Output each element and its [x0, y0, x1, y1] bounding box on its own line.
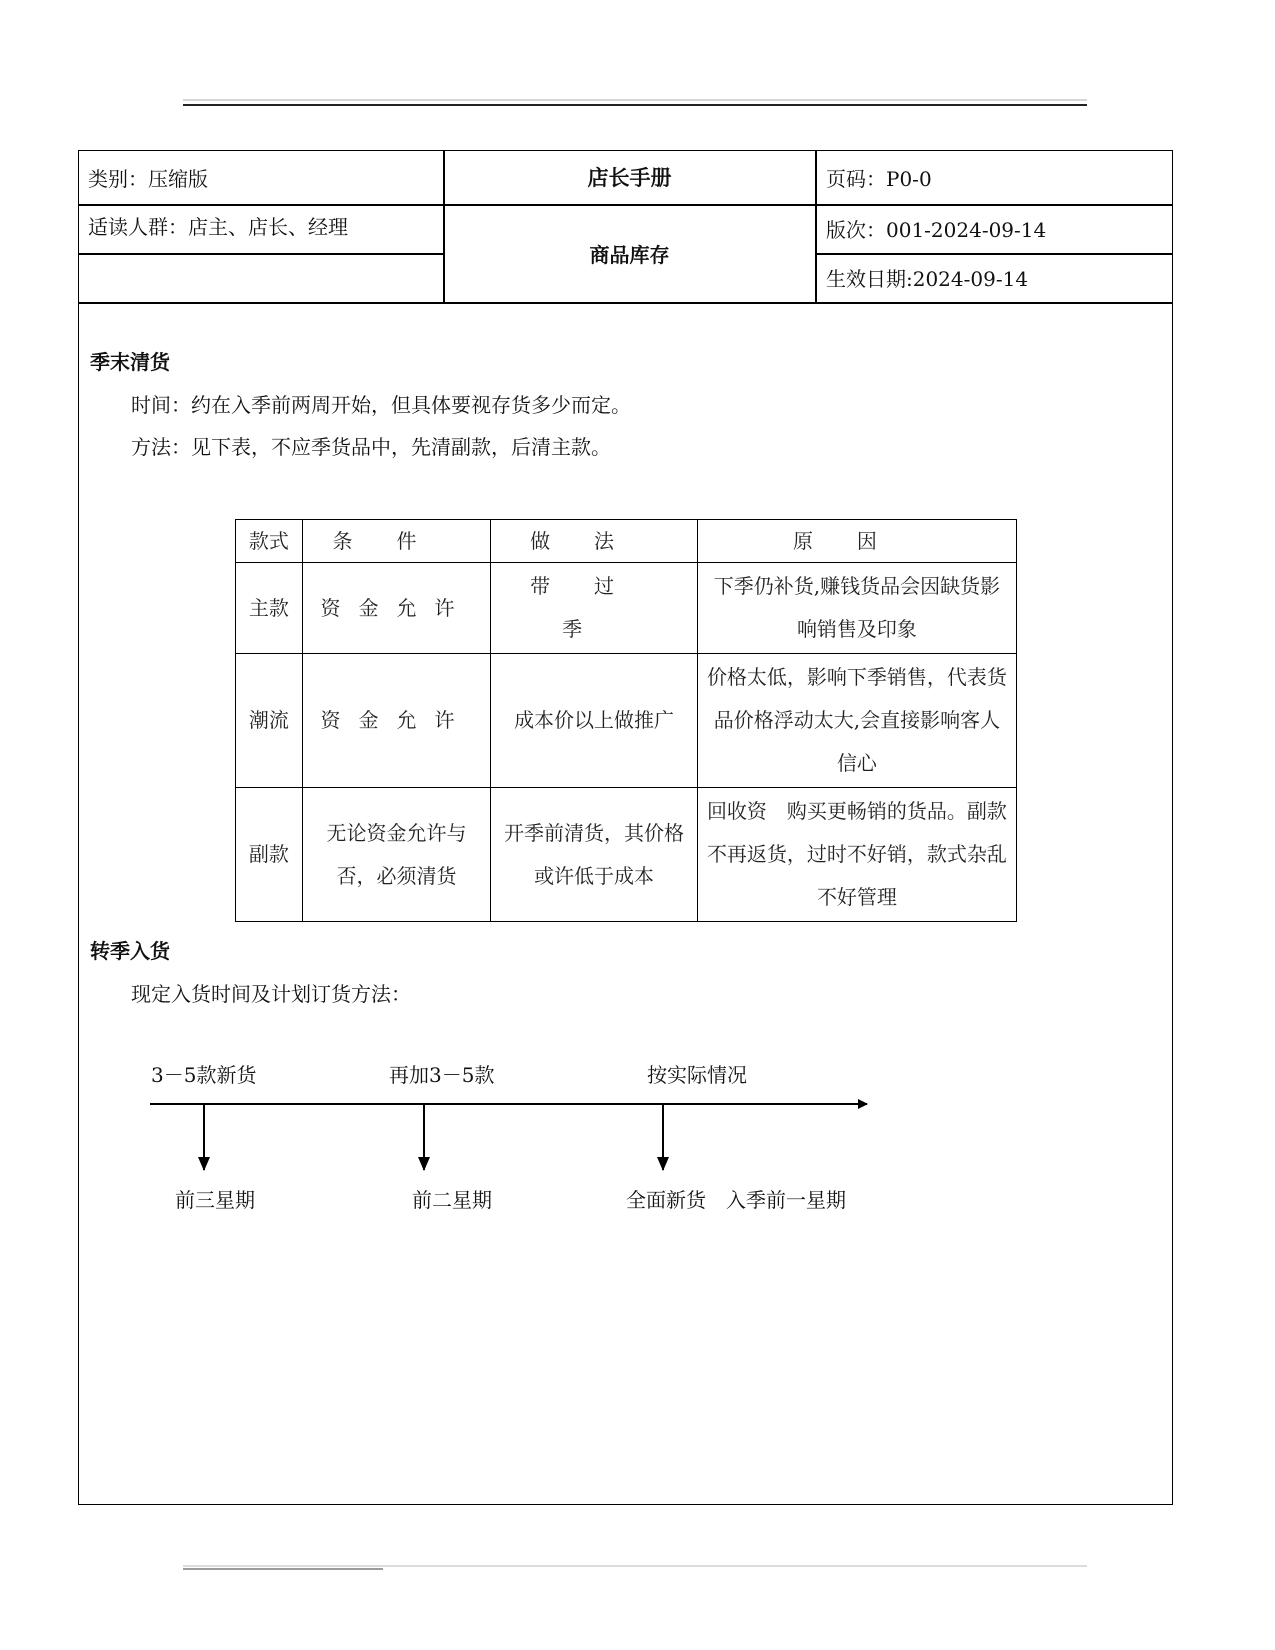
header-approach: 做法 [491, 520, 698, 563]
row-approach: 成本价以上做推广 [491, 654, 698, 788]
footer-rule-accent [183, 1568, 383, 1570]
timeline-top-label: 按实际情况 [647, 1063, 747, 1087]
category-label: 类别：压缩版 [88, 166, 208, 191]
timeline-top-label: 3－5款新货 [151, 1063, 257, 1087]
table-header-row [236, 520, 1017, 563]
intro-paragraph: 现定入货时间及计划订货方法： [131, 982, 411, 1006]
table-row [236, 563, 1017, 654]
row-style-trend: 潮流 [236, 654, 303, 788]
manual-title: 店长手册 [587, 166, 672, 190]
effective-date: 生效日期:2024-09-14 [826, 267, 1029, 291]
row-approach: 开季前清货，其价格或许低于成本 [491, 788, 698, 922]
section-subtitle: 商品库存 [589, 242, 670, 267]
header-style: 款式 [236, 520, 303, 563]
footer-rule-faint [183, 1565, 1087, 1567]
table-row [236, 654, 1017, 788]
method-paragraph: 方法：见下表，不应季货品中，先清副款，后清主款。 [131, 435, 611, 459]
section-title-season-end: 季末清货 [90, 350, 170, 374]
clearance-table [235, 519, 1017, 922]
timeline-top-label: 再加3－5款 [389, 1063, 495, 1087]
row-reason: 价格太低，影响下季销售，代表货品价格浮动太大,会直接影响客人信心 [697, 654, 1016, 788]
timeline-bottom-label: 前三星期 [175, 1188, 255, 1212]
header-reason: 原因 [697, 520, 1016, 563]
version-label: 版次：001-2024-09-14 [826, 218, 1047, 242]
timeline-bottom-label: 前二星期 [412, 1188, 492, 1212]
header-bottom-line [78, 302, 1173, 304]
header-divider-2 [815, 150, 817, 303]
timeline-bottom-label: 全面新货 入季前一星期 [626, 1188, 846, 1212]
header-condition: 条件 [302, 520, 490, 563]
section-title-season-change: 转季入货 [90, 939, 170, 963]
readers-label: 适读人群：店主、店长、经理 [88, 214, 348, 239]
row-style-secondary: 副款 [236, 788, 303, 922]
header-rule [183, 104, 1087, 106]
row-reason: 回收资 购买更畅销的货品。副款不再返货，过时不好销，款式杂乱不好管理 [697, 788, 1016, 922]
page-number: 页码：P0-0 [826, 166, 932, 191]
row-condition: 资金允许 [302, 654, 490, 788]
row-condition: 资金允许 [302, 563, 490, 654]
table-row [236, 788, 1017, 922]
header-row-line-left [78, 253, 444, 255]
row-reason: 下季仍补货,赚钱货品会因缺货影响销售及印象 [697, 563, 1016, 654]
row-style-main: 主款 [236, 563, 303, 654]
row-approach: 带过季 [491, 563, 698, 654]
time-paragraph: 时间：约在入季前两周开始，但具体要视存货多少而定。 [131, 393, 631, 417]
row-condition: 无论资金允许与否，必须清货 [302, 788, 490, 922]
header-rule-faint [183, 99, 1087, 101]
